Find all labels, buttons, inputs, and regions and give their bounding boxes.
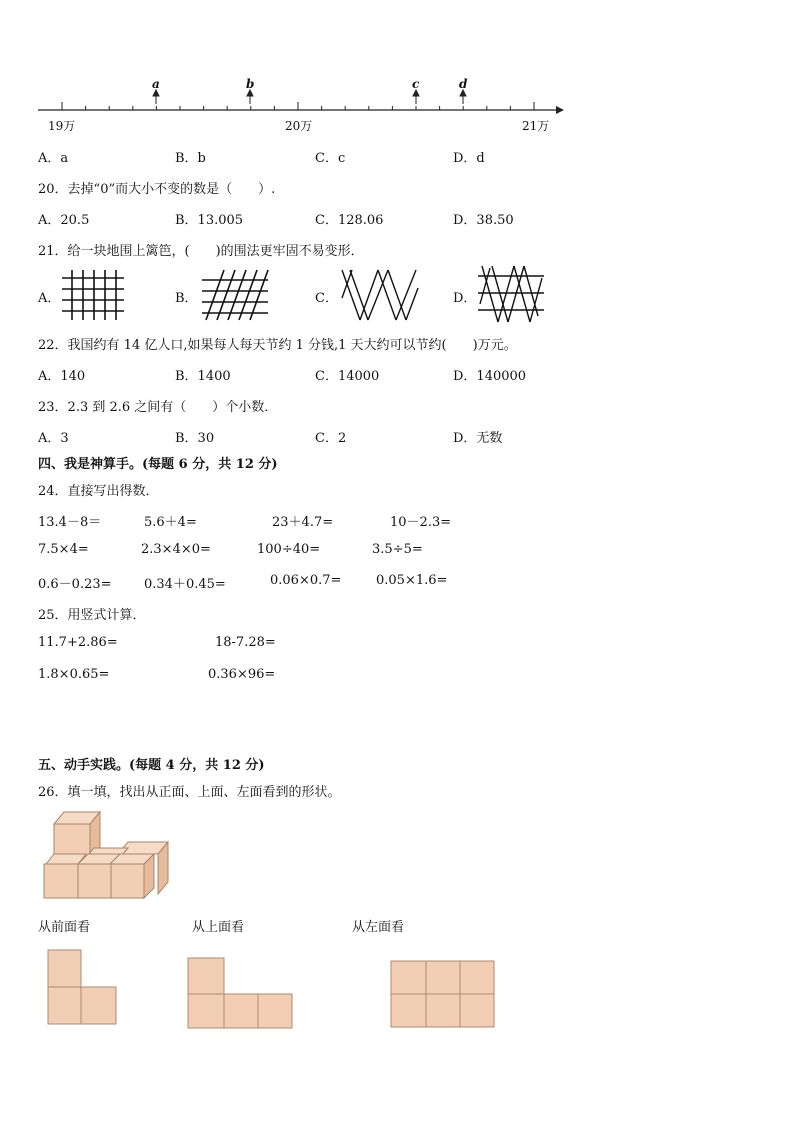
view-top-label: 从上面看 (192, 920, 245, 935)
q22-stem: 22．我国约有 14 亿人口,如果每人每天节约 1 分钱,1 天大约可以节约( )万元。 (38, 338, 517, 353)
q20-option-b[interactable]: B．13.005 (175, 213, 244, 228)
q24-stem: 24．直接写出得数． (38, 484, 159, 499)
q21-option-a[interactable]: A． (38, 291, 61, 306)
fence-c-cross-figure (340, 268, 420, 322)
top-view-figure (186, 956, 296, 1030)
q19-option-c[interactable]: C．c (315, 151, 346, 166)
q24-r1-c4: 10－2.3= (390, 515, 452, 530)
q23-stem: 23．2.3 到 2.6 之间有（ ）个小数． (38, 400, 278, 415)
q21-option-d[interactable]: D． (453, 291, 477, 306)
q25-r1-c2: 18-7.28= (215, 635, 276, 650)
q22-option-d[interactable]: D．140000 (453, 369, 527, 384)
left-view-figure (389, 959, 499, 1031)
tick-label-19: 19万 (48, 119, 76, 133)
q24-r2-c4: 3.5÷5= (372, 542, 423, 557)
front-view-figure (46, 948, 120, 1028)
q22-option-b[interactable]: B．1400 (175, 369, 231, 384)
q24-r3-c4: 0.05×1.6= (376, 573, 448, 588)
q22-option-a[interactable]: A．140 (38, 369, 86, 384)
view-left-label: 从左面看 (352, 920, 405, 935)
view-front-label: 从前面看 (38, 920, 91, 935)
q24-r3-c1: 0.6－0.23= (38, 577, 112, 592)
q21-stem: 21．给一块地围上篱笆，( )的围法更牢固不易变形． (38, 244, 364, 259)
q24-r2-c2: 2.3×4×0= (141, 542, 211, 557)
marker-d: d (459, 77, 468, 91)
q19-option-b[interactable]: B．b (175, 151, 206, 166)
q25-r1-c1: 11.7+2.86= (38, 635, 118, 650)
q20-option-a[interactable]: A．20.5 (38, 213, 90, 228)
q20-stem: 20．去掉“0”而大小不变的数是（ ）. (38, 182, 276, 197)
q20-option-d[interactable]: D．38.50 (453, 213, 514, 228)
q24-r2-c1: 7.5×4= (38, 542, 89, 557)
q25-r2-c2: 0.36×96= (208, 667, 276, 682)
cube-stack-figure (40, 808, 180, 904)
q23-option-c[interactable]: C．2 (315, 431, 347, 446)
marker-a: a (152, 77, 160, 91)
q21-option-b[interactable]: B． (175, 291, 198, 306)
tick-label-20: 20万 (285, 119, 313, 133)
q25-stem: 25．用竖式计算． (38, 608, 146, 623)
q24-r1-c1: 13.4－8＝ (38, 515, 102, 530)
tick-label-21: 21万 (522, 119, 550, 133)
q20-option-c[interactable]: C．128.06 (315, 213, 384, 228)
q23-option-d[interactable]: D．无数 (453, 431, 503, 446)
q22-option-c[interactable]: C．14000 (315, 369, 380, 384)
fence-a-grid-figure (60, 268, 126, 322)
q25-r2-c1: 1.8×0.65= (38, 667, 110, 682)
q23-option-a[interactable]: A．3 (38, 431, 69, 446)
marker-c: c (412, 77, 420, 91)
q24-r1-c3: 23＋4.7= (272, 515, 334, 530)
q26-stem: 26．填一填，找出从正面、上面、左面看到的形状。 (38, 785, 341, 800)
marker-b: b (246, 77, 255, 91)
q19-option-d[interactable]: D．d (453, 151, 485, 166)
section-5-title: 五、动手实践。(每题 4 分，共 12 分) (38, 758, 265, 773)
q19-option-a[interactable]: A．a (38, 151, 69, 166)
number-line-graphic (0, 0, 794, 140)
fence-b-slanted-figure (200, 268, 270, 322)
q21-option-c[interactable]: C． (315, 291, 338, 306)
q23-option-b[interactable]: B．30 (175, 431, 215, 446)
fence-d-cross-horizontal-figure (476, 264, 546, 324)
q24-r1-c2: 5.6＋4= (144, 515, 197, 530)
q24-r2-c3: 100÷40= (257, 542, 321, 557)
q24-r3-c3: 0.06×0.7= (270, 573, 342, 588)
q24-r3-c2: 0.34＋0.45= (144, 577, 226, 592)
section-4-title: 四、我是神算手。(每题 6 分，共 12 分) (38, 457, 278, 472)
